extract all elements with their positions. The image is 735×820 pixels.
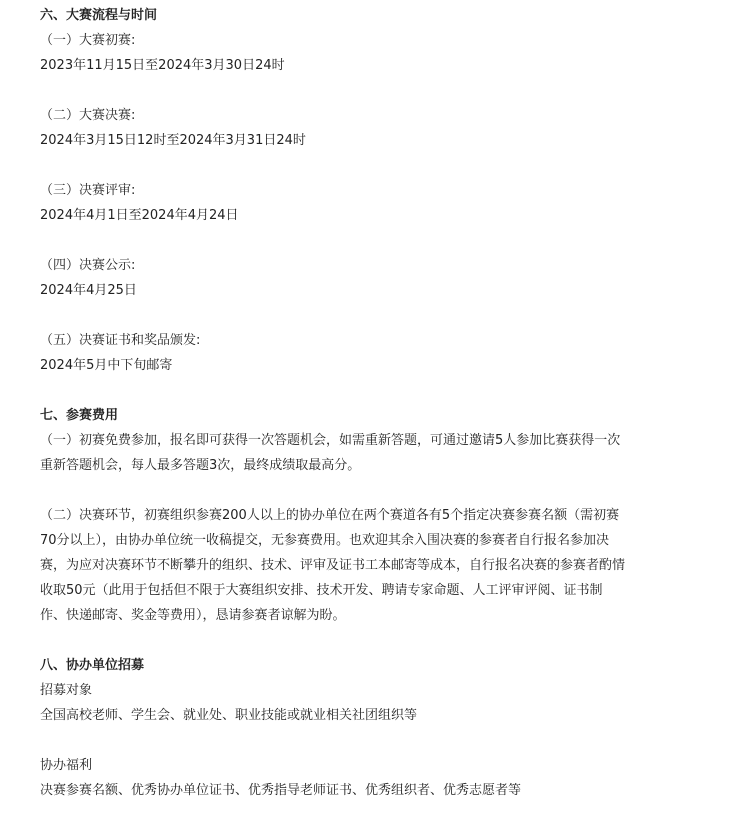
schedule-item-label: （三）决赛评审: (40, 183, 136, 198)
fee-paragraph-line: 赛，为应对决赛环节不断攀升的组织、技术、评审及证书工本邮寄等成本，自行报名决赛的参赛者酌情 (40, 558, 626, 573)
fee-paragraph-line: （二）决赛环节，初赛组织参赛200人以上的协办单位在两个赛道各有5个指定决赛参赛名额（需初赛 (40, 508, 620, 523)
schedule-item-date: 2024年4月25日 (40, 283, 137, 298)
partner-detail: 决赛参赛名额、优秀协办单位证书、优秀指导老师证书、优秀组织者、优秀志愿者等 (40, 783, 522, 798)
schedule-item-date: 2024年5月中下旬邮寄 (40, 358, 173, 373)
schedule-item-date: 2023年11月15日至2024年3月30日24时 (40, 58, 285, 73)
schedule-item-label: （四）决赛公示: (40, 258, 136, 273)
fee-paragraph-line: 作、快递邮寄、奖金等费用），恳请参赛者谅解为盼。 (40, 608, 346, 623)
partner-subheading: 招募对象 (40, 683, 93, 698)
fee-paragraph-line: 重新答题机会，每人最多答题3次，最终成绩取最高分。 (40, 458, 361, 473)
schedule-item-date: 2024年4月1日至2024年4月24日 (40, 208, 239, 223)
partner-detail: 全国高校老师、学生会、就业处、职业技能或就业相关社团组织等 (40, 708, 418, 723)
section-heading-fees: 七、参赛费用 (40, 408, 119, 423)
fee-paragraph-line: 70分以上），由协办单位统一收稿提交，无参赛费用。也欢迎其余入围决赛的参赛者自行报名参加决 (40, 533, 610, 548)
fee-paragraph-line: 收取50元（此用于包括但不限于大赛组织安排、技术开发、聘请专家命题、人工评审评阅、证书制 (40, 583, 603, 598)
schedule-item-label: （二）大赛决赛: (40, 108, 136, 123)
schedule-item-date: 2024年3月15日12时至2024年3月31日24时 (40, 133, 306, 148)
section-heading-partners: 八、协办单位招募 (40, 658, 145, 673)
fee-paragraph-line: （一）初赛免费参加，报名即可获得一次答题机会，如需重新答题，可通过邀请5人参加比赛获得一次 (40, 433, 621, 448)
schedule-item-label: （一）大赛初赛: (40, 33, 136, 48)
partner-subheading: 协办福利 (40, 758, 93, 773)
schedule-item-label: （五）决赛证书和奖品颁发: (40, 333, 201, 348)
section-heading-schedule: 六、大赛流程与时间 (40, 8, 158, 23)
